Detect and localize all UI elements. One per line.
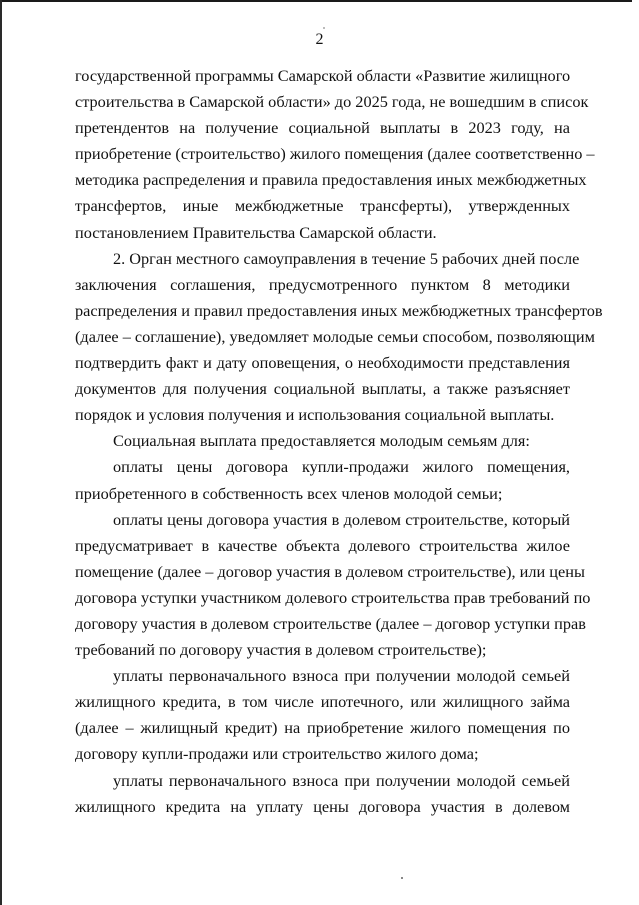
text-line: методика распределения и правила предоставления иных межбюджетных [75,170,587,190]
paragraph [75,454,570,506]
text-line: (далее – соглашение), уведомляет молодые семьи способом, позволяющим [75,326,595,346]
paragraph [75,663,570,767]
text-line: документов для получения социальной выплаты, а также разъясняет [75,379,570,399]
text-line: трансфертов, иные межбюджетные трансферты), утвержденных [75,196,570,216]
scan-speck [401,877,403,879]
text-line: распределения и правил предоставления иных межбюджетных трансфертов [75,300,603,320]
scan-border-top [0,0,632,2]
text-line: договору участия в долевом строительстве (далее – договор уступки прав [75,613,586,633]
text-line: жилищного кредита на уплату цены договора участия в долевом [75,796,570,816]
text-line: государственной программы Самарской области «Развитие жилищного [75,66,571,85]
document-body [75,63,603,820]
page-number: 2 [315,31,324,48]
text-line: жилищного кредита, в том числе ипотечного, или жилищного займа [75,692,570,712]
paragraph [75,507,591,664]
text-line: требований по договору участия в долевом строительстве); [75,640,487,660]
text-line: Социальная выплата предоставляется молодым семьям для: [113,431,530,451]
paragraph [75,428,570,454]
text-line: порядок и условия получения и использования социальной выплаты. [75,405,555,425]
text-line: претендентов на получение социальной выплаты в 2023 году, на [75,118,570,138]
text-line: оплаты цены договора купли-продажи жилого помещения, [113,457,570,477]
text-line: строительства в Самарской области» до 2025 года, не вошедшим в список [75,92,589,112]
text-line: уплаты первоначального взноса при получении молодой семьей [113,666,570,686]
text-line: уплаты первоначального взноса при получении молодой семьей [113,770,570,790]
text-line: подтвердить факт и дату оповещения, о необходимости представления [75,353,570,373]
text-line: постановлением Правительства Самарской области. [75,222,437,242]
text-line: договора уступки участником долевого строительства прав требований по [75,587,591,607]
text-line: помещение (далее – договор участия в долевом строительстве), или цены [75,561,585,581]
paragraph [75,768,570,820]
text-line: приобретенного в собственность всех членов молодой семьи; [75,483,503,503]
paragraph [75,246,603,429]
text-line: предусматривает в качестве объекта долевого строительства жилое [75,535,570,555]
text-line: оплаты цены договора участия в долевом строительстве, который [113,509,570,529]
scan-speck [323,27,325,29]
paragraph [75,63,595,246]
text-line: приобретение (строительство) жилого помещения (далее соответственно – [75,144,595,164]
text-line: заключения соглашения, предусмотренного пунктом 8 методики [75,274,570,294]
scan-border-left [0,0,2,905]
text-line: 2. Орган местного самоуправления в течение 5 рабочих дней после [113,248,580,268]
text-line: договору купли-продажи или строительство жилого дома; [75,744,479,764]
text-line: (далее – жилищный кредит) на приобретение жилого помещения по [75,718,570,738]
